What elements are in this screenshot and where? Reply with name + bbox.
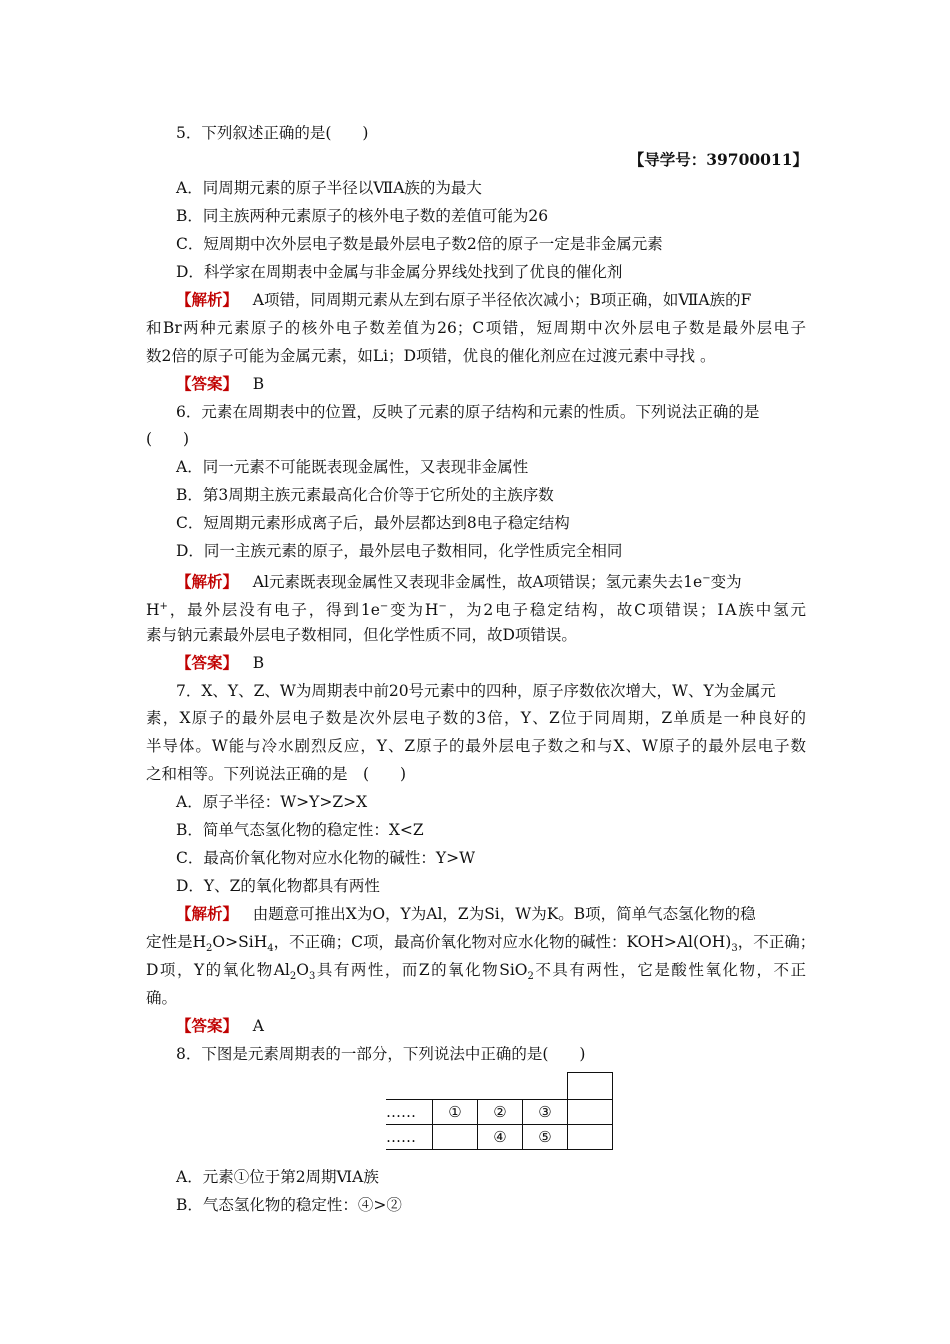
- q8-option-b: B．气态氢化物的稳定性：④>②: [176, 1196, 402, 1214]
- q6-option-c: C．短周期元素形成离子后，最外层都达到8电子稳定结构: [176, 514, 570, 532]
- q7-stem: 7．X、Y、Z、W为周期表中前20号元素中的四种，原子序数依次增大，W、Y为金属元: [176, 682, 776, 700]
- q7-option-a: A．原子半径：W>Y>Z>X: [176, 793, 368, 811]
- q6-answer: 【答案】 B: [176, 653, 265, 672]
- table-ellipsis: ……: [386, 1100, 433, 1125]
- q5-option-a: A．同周期元素的原子半径以ⅦA族的为最大: [176, 179, 482, 197]
- q7-analysis-line-3: D项，Y的氧化物$Al_2O_3$具有两性，而Z的氧化物SiO$_2$不具有两性，它是酸性氧化物，不正: [146, 961, 806, 983]
- analysis-tag: 【解析】: [176, 290, 239, 309]
- q5-stem: 5．下列叙述正确的是( ): [176, 124, 369, 142]
- q5-answer: 【答案】 B: [176, 374, 265, 393]
- q6-analysis-line-3: 素与钠元素最外层电子数相同，但化学性质不同，故D项错误。: [146, 626, 577, 644]
- q6-analysis-line-1: 【解析】 Al元素既表现金属性又表现非金属性，故A项错误；氢元素失去1e−变为: [176, 572, 742, 592]
- answer-tag: 【答案】: [176, 374, 239, 393]
- q7-analysis-line-1: 【解析】 由题意可推出X为O，Y为Al，Z为Si，W为K。B项，简单气态氢化物的稳: [176, 904, 756, 923]
- table-cell-4: ④: [478, 1125, 523, 1150]
- q7-analysis-line-4: 确。: [146, 989, 178, 1007]
- table-cell-2: ②: [478, 1100, 523, 1125]
- q6-analysis-line-2: H+，最外层没有电子，得到1e−变为H−，为2电子稳定结构，故C项错误；ⅠA族中氢元: [146, 601, 806, 620]
- q7-stem-line-3: 半导体。W能与冷水剧烈反应，Y、Z原子的最外层电子数之和与X、W原子的最外层电子数: [146, 737, 806, 755]
- q7-option-d: D．Y、Z的氧化物都具有两性: [176, 877, 380, 895]
- q6-stem-line-2: ( ): [146, 430, 190, 448]
- q8-stem: 8．下图是元素周期表的一部分，下列说法中正确的是( ): [176, 1045, 586, 1063]
- q7-answer: 【答案】 A: [176, 1016, 264, 1035]
- periodic-table-fragment: [386, 1072, 613, 1150]
- q6-option-b: B．第3周期主族元素最高化合价等于它所处的主族序数: [176, 486, 554, 504]
- q5-option-d: D．科学家在周期表中金属与非金属分界线处找到了优良的催化剂: [176, 263, 623, 281]
- q7-stem-line-2: 素，X原子的最外层电子数是次外层电子数的3倍，Y、Z位于同周期，Z单质是一种良好的: [146, 709, 806, 727]
- table-cell-5: ⑤: [523, 1125, 568, 1150]
- q6-option-a: A．同一元素不可能既表现金属性，又表现非金属性: [176, 458, 529, 476]
- q6-option-d: D．同一主族元素的原子，最外层电子数相同，化学性质完全相同: [176, 542, 623, 560]
- q7-stem-line-4: 之和相等。下列说法正确的是 ( ): [146, 765, 407, 783]
- q5-option-b: B．同主族两种元素原子的核外电子数的差值可能为26: [176, 207, 549, 225]
- q7-analysis-line-2: 定性是$H_2O>SiH_4$，不正确；C项，最高价氧化物对应水化物的碱性：$KOH>Al(OH)_3$，不正确；: [146, 933, 816, 955]
- table-cell-1: ①: [433, 1100, 478, 1125]
- q6-stem: 6．元素在周期表中的位置，反映了元素的原子结构和元素的性质。下列说法正确的是: [176, 403, 760, 421]
- q7-option-b: B．简单气态氢化物的稳定性：X<Z: [176, 821, 424, 839]
- table-cell-3: ③: [523, 1100, 568, 1125]
- q8-option-a: A．元素①位于第2周期ⅥA族: [176, 1168, 379, 1186]
- q5-analysis-line-2: 和Br两种元素原子的核外电子数差值为26；C项错，短周期中次外层电子数是最外层电子: [146, 319, 806, 337]
- guide-number: 【导学号：39700011】: [628, 150, 808, 169]
- q5-option-c: C．短周期中次外层电子数是最外层电子数2倍的原子一定是非金属元素: [176, 235, 663, 253]
- q5-analysis-line-3: 数2倍的原子可能为金属元素，如Li；D项错，优良的催化剂应在过渡元素中寻找 。: [146, 347, 716, 365]
- table-ellipsis: ……: [386, 1125, 433, 1150]
- q5-analysis-line-1: 【解析】 A项错，同周期元素从左到右原子半径依次减小；B项正确，如ⅦA族的F: [176, 290, 752, 309]
- q7-option-c: C．最高价氧化物对应水化物的碱性：Y>W: [176, 849, 476, 867]
